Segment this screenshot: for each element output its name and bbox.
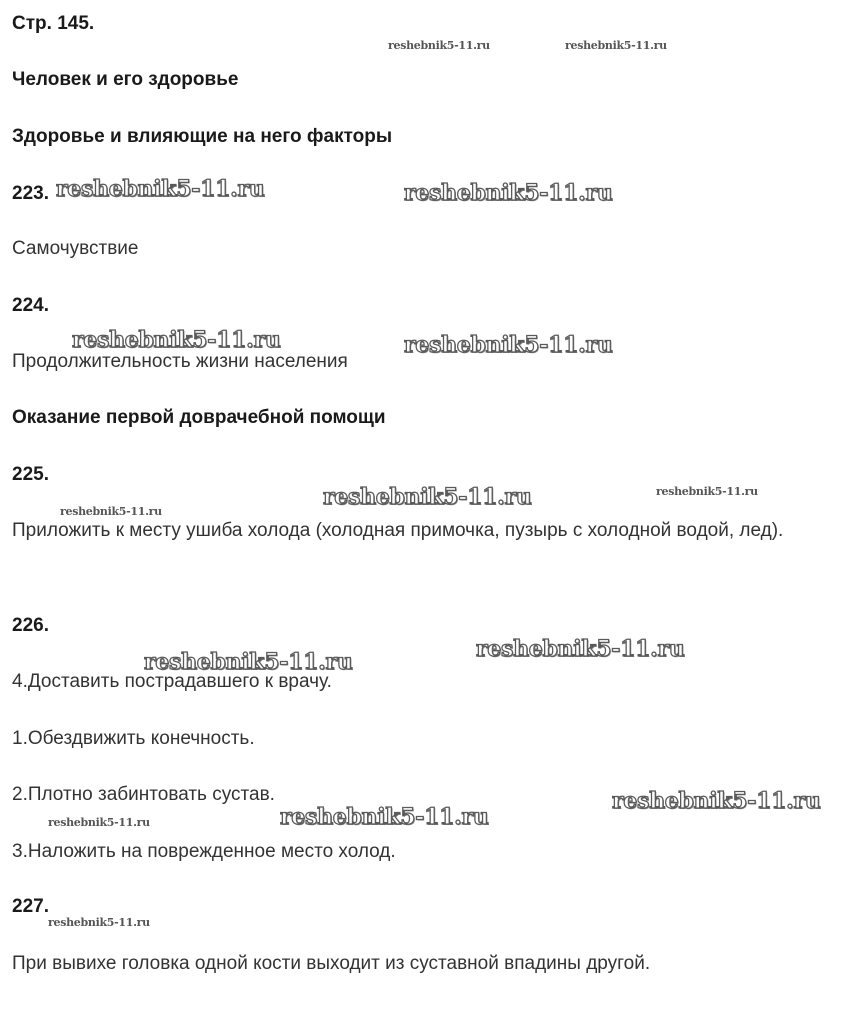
watermark: reshebnik5-11.ru bbox=[48, 816, 150, 829]
task-answer-225: Приложить к месту ушиба холода (холодная примочка, пузырь с холодной водой, лед). bbox=[12, 520, 784, 541]
watermark: reshebnik5-11.ru bbox=[476, 636, 685, 662]
task-number-226: 226. bbox=[12, 615, 49, 636]
subsection-title-first-aid: Оказание первой доврачебной помощи bbox=[12, 407, 386, 428]
task-226-step: 4.Доставить пострадавшего к врачу. bbox=[12, 671, 332, 692]
watermark: reshebnik5-11.ru bbox=[388, 39, 490, 52]
task-number-227: 227. bbox=[12, 896, 49, 917]
watermark: reshebnik5-11.ru bbox=[404, 332, 613, 358]
watermark: reshebnik5-11.ru bbox=[144, 649, 353, 675]
task-226-step: 1.Обездвижить конечность. bbox=[12, 728, 255, 749]
task-226-step: 2.Плотно забинтовать сустав. bbox=[12, 784, 275, 805]
page-number: Стр. 145. bbox=[12, 13, 95, 34]
watermark: reshebnik5-11.ru bbox=[280, 804, 489, 830]
task-answer-224: Продолжительность жизни населения bbox=[12, 351, 348, 372]
task-226-step: 3.Наложить на поврежденное место холод. bbox=[12, 841, 396, 862]
subsection-title-health: Здоровье и влияющие на него факторы bbox=[12, 126, 393, 147]
watermark: reshebnik5-11.ru bbox=[60, 505, 162, 518]
watermark: reshebnik5-11.ru bbox=[323, 484, 532, 510]
task-number-225: 225. bbox=[12, 464, 49, 485]
task-answer-227: При вывихе головка одной кости выходит из суставной впадины другой. bbox=[12, 953, 651, 974]
watermark: reshebnik5-11.ru bbox=[48, 916, 150, 929]
watermark: reshebnik5-11.ru bbox=[404, 180, 613, 206]
watermark: reshebnik5-11.ru bbox=[612, 788, 821, 814]
task-answer-223: Самочувствие bbox=[12, 238, 139, 259]
chapter-title: Человек и его здоровье bbox=[12, 69, 239, 90]
watermark: reshebnik5-11.ru bbox=[565, 39, 667, 52]
watermark: reshebnik5-11.ru bbox=[656, 485, 758, 498]
watermark: reshebnik5-11.ru bbox=[72, 327, 281, 353]
task-number-224: 224. bbox=[12, 295, 49, 316]
watermark: reshebnik5-11.ru bbox=[56, 176, 265, 202]
task-number-223: 223. bbox=[12, 183, 49, 204]
